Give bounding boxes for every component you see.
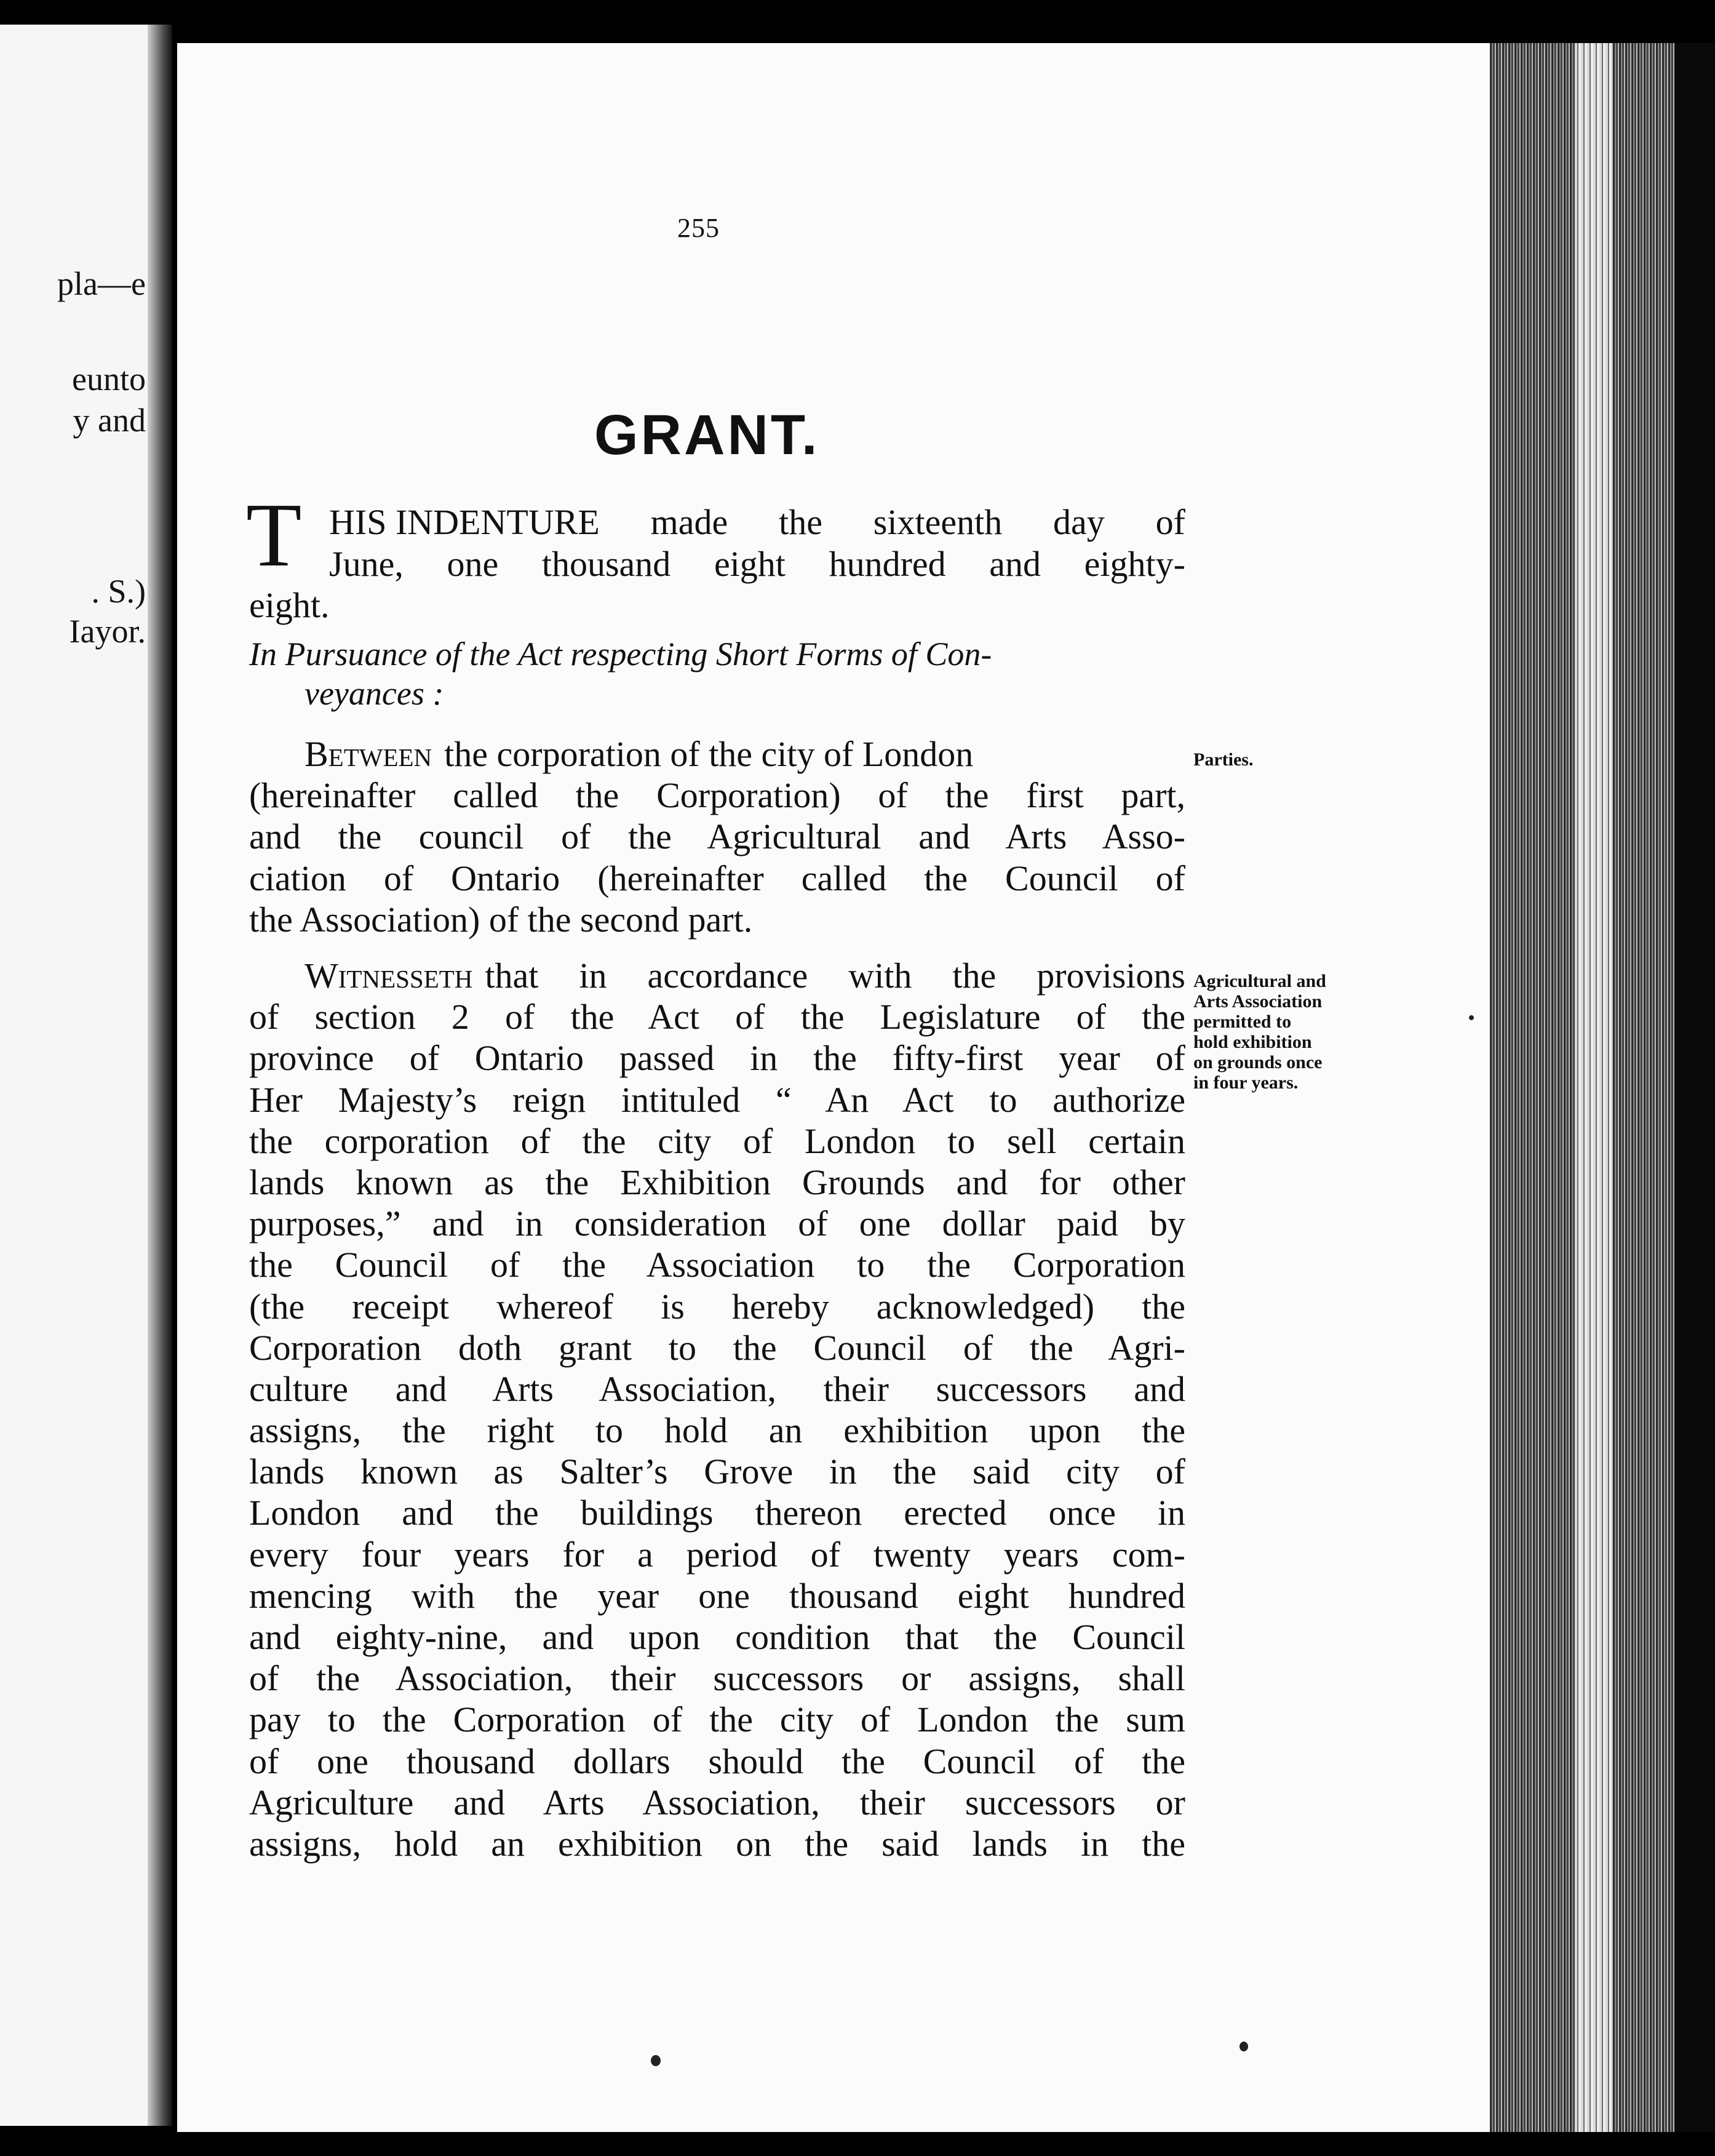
paragraph-line: the corporation of the city of London to sell certain [249, 1120, 1185, 1161]
left-page-line: . S.) [91, 573, 146, 610]
margin-note-parties: Parties. [1193, 749, 1254, 770]
intro-word: of [1155, 502, 1185, 542]
page-title: GRANT. [594, 404, 820, 466]
paragraph-line: London and the buildings thereon erected once in [249, 1493, 1185, 1533]
left-page-line: y and [73, 402, 146, 439]
intro-word: thousand [541, 544, 671, 584]
intro-line-1 [329, 501, 1185, 543]
paragraph-line: and eighty-nine, and upon condition that the Council [249, 1617, 1185, 1658]
intro-word: one [447, 544, 499, 584]
intro-word: day [1053, 502, 1105, 542]
paragraph-line: lands known as the Exhibition Grounds and for other [249, 1162, 1185, 1202]
left-page-line: Iayor. [69, 613, 146, 650]
witnesseth-paragraph [249, 955, 1185, 1864]
scan-speck [651, 2055, 661, 2066]
intro-line-2 [329, 543, 1185, 585]
paragraph-line: assigns, hold an exhibition on the said lands in the [249, 1823, 1185, 1864]
intro-word: June, [329, 544, 404, 584]
margin-note-line: in four years. [1193, 1072, 1299, 1093]
intro-word: sixteenth [873, 502, 1003, 542]
paragraph-line: Agriculture and Arts Association, their successors or [249, 1782, 1185, 1823]
scan-margin [1674, 43, 1715, 2132]
intro-word: HIS INDENTURE [329, 502, 600, 542]
paragraph-line: culture and Arts Association, their successors and [249, 1368, 1185, 1409]
left-page-line: pla—e [57, 265, 146, 302]
intro-word: and [989, 544, 1041, 584]
intro-word: the [779, 502, 822, 542]
paragraph-line: of one thousand dollars should the Council of the [249, 1741, 1185, 1781]
intro-word: eight [714, 544, 786, 584]
paragraph-line: the Council of the Association to the Corporation [249, 1245, 1185, 1285]
paragraph-line: purposes,” and in consideration of one dollar paid by [249, 1204, 1185, 1244]
paragraph-line: pay to the Corporation of the city of London the sum [249, 1699, 1185, 1740]
left-page-fragment [0, 25, 165, 2126]
paragraph-line: and the council of the Agricultural and Arts Asso- [249, 816, 1185, 857]
lead-word: Between [304, 734, 432, 774]
scan-speck [1469, 1015, 1474, 1020]
line-text-content: the corporation of the city of London [444, 734, 974, 774]
left-page-line: eunto [72, 361, 146, 397]
page-number: 255 [677, 213, 720, 243]
margin-note-line: permitted to [1193, 1012, 1292, 1032]
margin-note-line: Agricultural and [1193, 971, 1326, 991]
paragraph-line: of the Association, their successors or assigns, shall [249, 1658, 1185, 1699]
margin-note-line: Arts Association [1193, 991, 1323, 1012]
paragraph-line: province of Ontario passed in the fifty-first year of [249, 1038, 1185, 1079]
intro-word: hundred [829, 544, 946, 584]
margin-note-exhibition [1193, 971, 1326, 1093]
scan-speck [1239, 2042, 1248, 2051]
paragraph-line: every four years for a period of twenty years com- [249, 1534, 1185, 1575]
line-text [432, 733, 1185, 775]
paragraph-line: Her Majesty’s reign intituled “ An Act to authorize [249, 1079, 1185, 1120]
pursuance-line-2: veyances : [304, 675, 444, 712]
book-gutter [148, 25, 172, 2126]
paragraph-line: lands known as Salter’s Grove in the said city of [249, 1451, 1185, 1492]
page-edges-highlight [1575, 43, 1612, 2132]
margin-note-line: hold exhibition [1193, 1032, 1312, 1052]
intro-word: eighty- [1084, 544, 1185, 584]
line-text-content: that in accordance with the provisions [485, 956, 1185, 996]
paragraph-line: assigns, the right to hold an exhibition upon the [249, 1410, 1185, 1451]
pursuance-line-1: In Pursuance of the Act respecting Short Forms of Con- [249, 636, 992, 673]
margin-note-line: on grounds once [1193, 1052, 1323, 1072]
paragraph-line: of section 2 of the Act of the Legislature of the [249, 997, 1185, 1037]
paragraph-line: the Association) of the second part. [249, 899, 753, 940]
paragraph-line: ciation of Ontario (hereinafter called the Council of [249, 858, 1185, 898]
parties-paragraph [249, 733, 1185, 940]
paragraph-line: mencing with the year one thousand eight hundred [249, 1575, 1185, 1616]
paragraph-line [249, 733, 1185, 775]
paragraph-line [249, 955, 1185, 996]
lead-word: Witnesseth [304, 956, 473, 996]
paragraph-line: (the receipt whereof is hereby acknowledged) the [249, 1286, 1185, 1327]
paragraph-line: Corporation doth grant to the Council of the Agri- [249, 1327, 1185, 1368]
paragraph-line: (hereinafter called the Corporation) of the first part, [249, 775, 1185, 816]
drop-cap: T [246, 485, 302, 586]
intro-line-3: eight. [249, 585, 330, 625]
intro-word: made [650, 502, 728, 542]
